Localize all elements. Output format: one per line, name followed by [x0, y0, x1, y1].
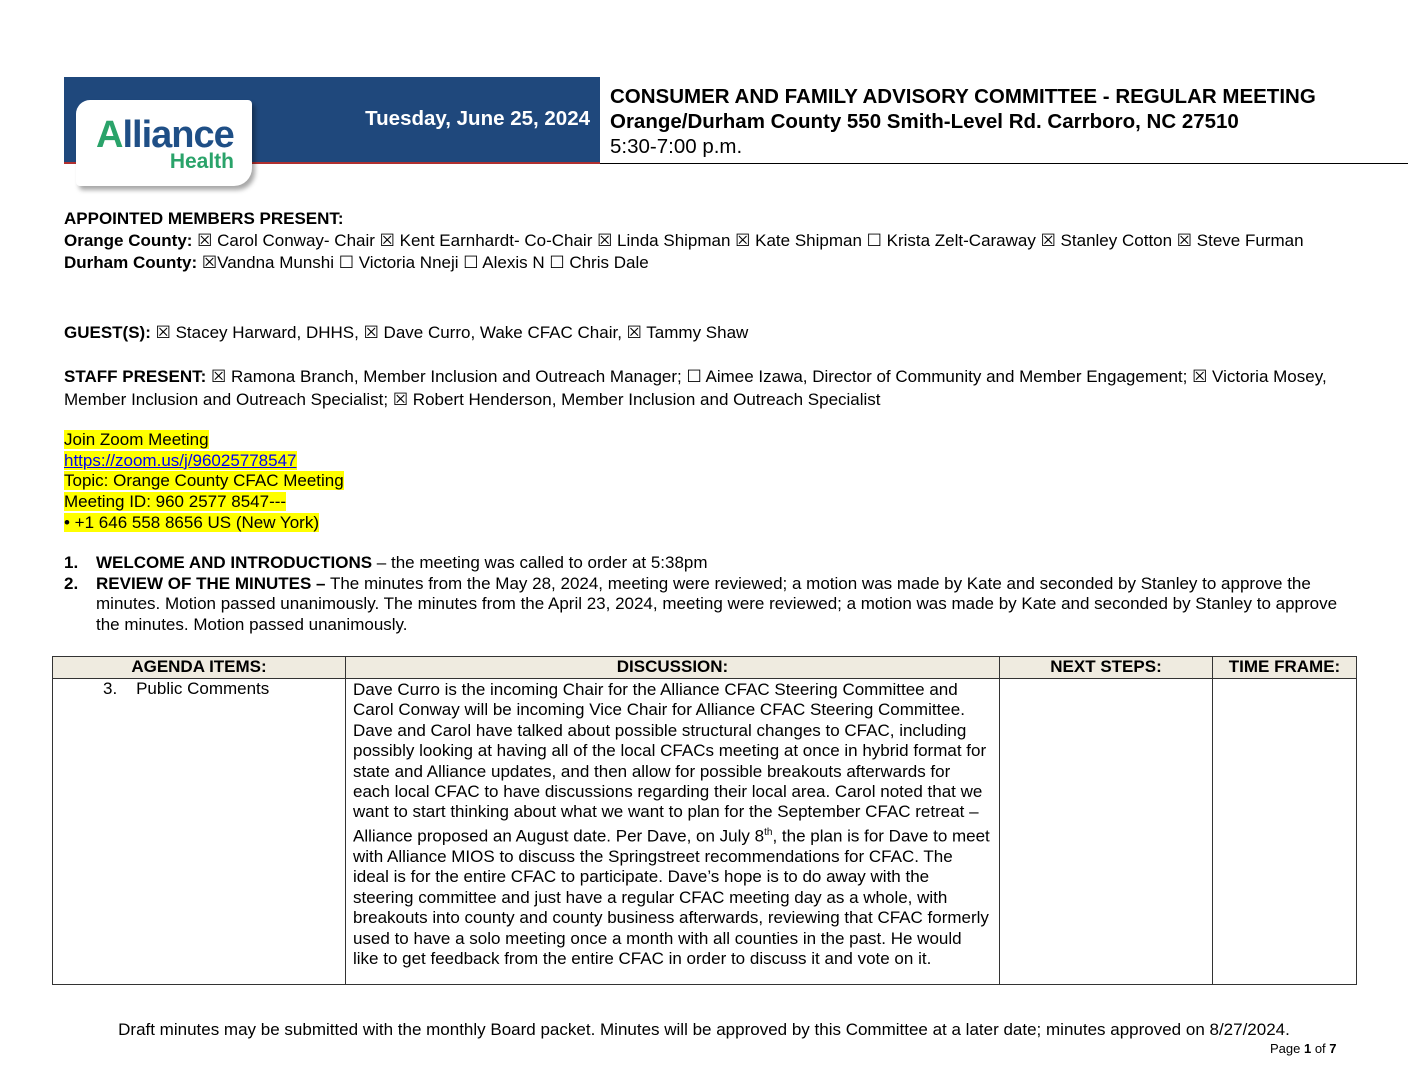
zoom-phone: • +1 646 558 8656 US (New York): [64, 512, 319, 532]
next-steps-cell: [1000, 679, 1213, 985]
staff-section: [64, 365, 1346, 411]
agenda-item-cell: 3. Public Comments: [53, 679, 346, 985]
discussion-text-cont: , the plan is for Dave to meet with Alliance MIOS to discuss the Springstreet recommendations for CFAC. The ideal is for the entire CFAC to participate. Dave’s hope is to do away with the steering committee and just have a regular CFAC meeting day as a whole, with breakouts into county and county business afterwards, reviewing that CFAC formerly used to have a solo meeting once a month with all counties in the past. He would like to get feedback from the entire CFAC in order to discuss it and vote on it.: [353, 826, 990, 968]
page-number: [1270, 1041, 1337, 1056]
zoom-section: [64, 430, 1354, 534]
guests-label: GUEST(S):: [64, 323, 151, 342]
footer-note: Draft minutes may be submitted with the monthly Board packet. Minutes will be approved by this Committee at a later date; minutes approved on 8/27/2024.: [118, 1020, 1290, 1039]
staff-list: ☒ Ramona Branch, Member Inclusion and Outreach Manager; ☐ Aimee Izawa, Director of Community and Member Engagement; ☒ Victoria Mosey, Member Inclusion and Outreach Specialist; ☒ Robert Henderson, Member Inclusion and Outreach Specialist: [64, 367, 1327, 409]
meeting-title-block: [610, 84, 1316, 159]
item-title: WELCOME AND INTRODUCTIONS: [96, 553, 373, 572]
zoom-meeting-id: Meeting ID: 960 2577 8547-‐‐: [64, 492, 287, 512]
time-frame-cell: [1213, 679, 1357, 985]
logo-sub: Health: [169, 150, 234, 173]
header-discussion: DISCUSSION:: [346, 657, 1000, 679]
page-label: Page: [1270, 1041, 1304, 1056]
orange-county-label: Orange County:: [64, 231, 193, 250]
item-text: The minutes from the May 28, 2024, meeting were reviewed; a motion was made by Kate and seconded by Stanley to approve the minutes. Motion passed unanimously. The minutes from the April 23, 2024, meeting were reviewed; a motion was made by Kate and seconded by Stanley to approve the minutes. Motion passed unanimously.: [96, 573, 1338, 634]
meeting-date: Tuesday, June 25, 2024: [365, 107, 590, 130]
agenda-item: [64, 553, 1354, 574]
header-agenda-items: AGENDA ITEMS:: [53, 657, 346, 679]
table-header-row: [53, 657, 1357, 679]
header-time-frame: TIME FRAME:: [1213, 657, 1357, 679]
agenda-table: [52, 656, 1357, 985]
item-number: 1.: [64, 553, 79, 572]
guests-list: ☒ Stacey Harward, DHHS, ☒ Dave Curro, Wake CFAC Chair, ☒ Tammy Shaw: [150, 323, 749, 342]
logo-brand: Alliance: [96, 114, 234, 156]
members-section: [64, 208, 1354, 274]
current-page: 1: [1303, 1041, 1312, 1056]
meeting-title: CONSUMER AND FAMILY ADVISORY COMMITTEE - REGULAR MEETING: [610, 85, 1316, 108]
title-rule: [600, 163, 1408, 164]
item-title: REVIEW OF THE MINUTES –: [96, 573, 326, 593]
header-next-steps: NEXT STEPS:: [1000, 657, 1213, 679]
staff-label: STAFF PRESENT:: [64, 367, 207, 386]
item-text: – the meeting was called to order at 5:38pm: [372, 553, 708, 572]
agenda-list: [64, 553, 1354, 635]
zoom-topic: Topic: Orange County CFAC Meeting: [64, 471, 344, 491]
table-row: [53, 679, 1357, 985]
guests-section: [64, 322, 1354, 344]
page-of: of: [1311, 1041, 1330, 1056]
meeting-location: Orange/Durham County 550 Smith-Level Rd. Carrboro, NC 27510: [610, 110, 1239, 133]
durham-county-members: ☒Vandna Munshi ☐ Victoria Nneji ☐ Alexis N ☐ Chris Dale: [197, 253, 649, 272]
discussion-cell: [346, 679, 1000, 985]
superscript: th: [764, 826, 773, 838]
item-number: 2.: [64, 573, 79, 593]
zoom-join: Join Zoom Meeting: [64, 430, 209, 449]
agenda-item: [64, 574, 1346, 636]
total-pages: 7: [1329, 1041, 1337, 1056]
durham-county-label: Durham County:: [64, 253, 198, 272]
orange-county-members: ☒ Carol Conway- Chair ☒ Kent Earnhardt- Co-Chair ☒ Linda Shipman ☒ Kate Shipman ☐ Krista Zelt-Caraway ☒ Stanley Cotton ☒ Steve Furman: [192, 231, 1304, 250]
zoom-link[interactable]: https://zoom.us/j/96025778547: [64, 450, 297, 470]
discussion-text: Dave Curro is the incoming Chair for the Alliance CFAC Steering Committee and Carol Conway will be incoming Vice Chair for Alliance CFAC Steering Committee. Dave and Carol have talked about possible structural changes to CFAC, including possibly looking at having all of the local CFACs meeting at once in hybrid format for state and Alliance updates, and then allow for possible breakouts afterwards for each local CFAC to have discussions regarding their local area. Carol noted that we want to start thinking about what we want to plan for the September CFAC retreat – Alliance proposed an August date. Per Dave, on July 8: [353, 680, 987, 846]
meeting-time: 5:30-7:00 p.m.: [610, 135, 743, 158]
members-heading: APPOINTED MEMBERS PRESENT:: [64, 209, 344, 228]
